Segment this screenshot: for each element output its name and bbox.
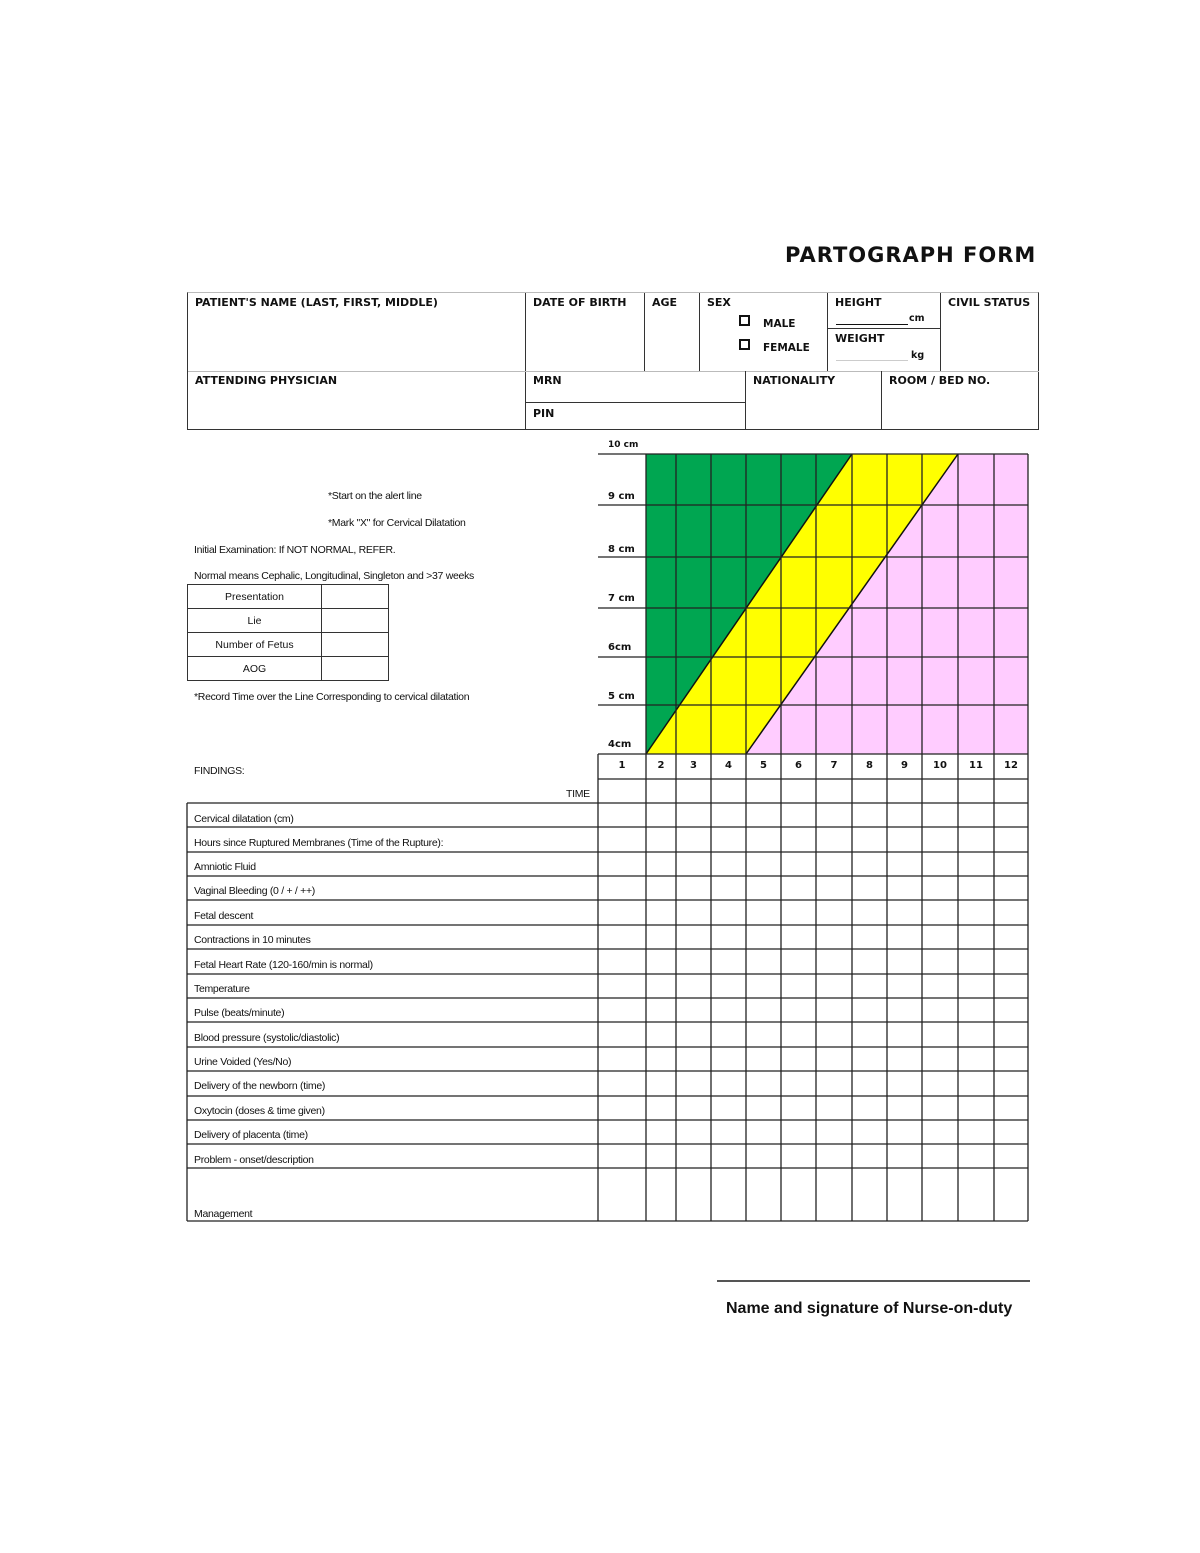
- height-unit: cm: [909, 313, 925, 324]
- exam-label-presentation: Presentation: [188, 585, 322, 609]
- age-label: AGE: [652, 296, 678, 309]
- finding-row-label: Fetal Heart Rate (120-160/min is normal): [194, 959, 373, 971]
- male-label: MALE: [763, 318, 796, 330]
- dilation-label-9: 9 cm: [608, 491, 635, 502]
- weight-unit: kg: [911, 350, 925, 361]
- finding-row-label: Management: [194, 1208, 253, 1220]
- time-col-5: 5: [760, 760, 767, 771]
- dob-label: DATE OF BIRTH: [533, 296, 627, 309]
- time-col-8: 8: [866, 760, 873, 771]
- time-col-10: 10: [933, 760, 947, 771]
- finding-row-label: Problem - onset/description: [194, 1154, 314, 1166]
- exam-label-fetus-count: Number of Fetus: [188, 633, 322, 657]
- signature-line[interactable]: [717, 1280, 1030, 1282]
- dilation-label-7: 7 cm: [608, 593, 635, 604]
- form-title: PARTOGRAPH FORM: [785, 243, 1037, 267]
- finding-row-label: Temperature: [194, 983, 250, 995]
- dilation-label-8: 8 cm: [608, 544, 635, 555]
- dilation-label-10: 10 cm: [608, 440, 639, 450]
- time-col-2: 2: [657, 760, 665, 771]
- time-col-6: 6: [795, 760, 802, 771]
- time-col-3: 3: [690, 760, 697, 771]
- findings-title: FINDINGS:: [194, 765, 245, 777]
- note-mark-x: *Mark "X" for Cervical Dilatation: [328, 517, 466, 529]
- civil-status-label: CIVIL STATUS: [948, 296, 1031, 309]
- finding-row-label: Cervical dilatation (cm): [194, 813, 294, 825]
- finding-row-label: Amniotic Fluid: [194, 861, 256, 873]
- time-col-4: 4: [725, 760, 732, 771]
- time-col-1: 1: [618, 760, 626, 771]
- nationality-label: NATIONALITY: [753, 374, 836, 387]
- room-bed-label: ROOM / BED NO.: [889, 374, 991, 387]
- time-col-12: 12: [1004, 760, 1018, 771]
- height-label: HEIGHT: [835, 296, 882, 309]
- note-normal-means: Normal means Cephalic, Longitudinal, Singleton and >37 weeks: [194, 570, 474, 582]
- finding-row-label: Delivery of the newborn (time): [194, 1080, 326, 1092]
- finding-row-label: Vaginal Bleeding (0 / + / ++): [194, 885, 315, 897]
- exam-label-lie: Lie: [188, 609, 322, 633]
- female-label: FEMALE: [763, 342, 810, 354]
- dilation-label-4: 4cm: [608, 739, 632, 750]
- mrn-label: MRN: [533, 374, 562, 387]
- patient-name-label: PATIENT'S NAME (LAST, FIRST, MIDDLE): [195, 296, 438, 309]
- weight-label: WEIGHT: [835, 332, 885, 345]
- time-label: TIME: [566, 788, 590, 800]
- finding-row-label: Contractions in 10 minutes: [194, 934, 311, 946]
- finding-row-label: Oxytocin (doses & time given): [194, 1105, 325, 1117]
- note-alert-line: *Start on the alert line: [328, 490, 422, 502]
- finding-row-label: Urine Voided (Yes/No): [194, 1056, 292, 1068]
- finding-row-label: Blood pressure (systolic/diastolic): [194, 1032, 340, 1044]
- dilation-label-5: 5 cm: [608, 691, 635, 702]
- signature-label: Name and signature of Nurse-on-duty: [726, 1300, 1013, 1317]
- sex-label: SEX: [707, 296, 731, 309]
- note-initial-exam: Initial Examination: If NOT NORMAL, REFER.: [194, 544, 396, 556]
- time-col-11: 11: [969, 760, 983, 771]
- finding-row-label: Pulse (beats/minute): [194, 1007, 285, 1019]
- finding-row-label: Delivery of placenta (time): [194, 1129, 308, 1141]
- finding-row-label: Fetal descent: [194, 910, 254, 922]
- pin-label: PIN: [533, 407, 555, 420]
- time-col-9: 9: [901, 760, 908, 771]
- physician-label: ATTENDING PHYSICIAN: [195, 374, 338, 387]
- time-col-7: 7: [830, 760, 838, 771]
- exam-label-aog: AOG: [188, 657, 322, 681]
- finding-row-label: Hours since Ruptured Membranes (Time of the Rupture):: [194, 837, 444, 849]
- dilation-label-6: 6cm: [608, 642, 632, 653]
- note-record-time: *Record Time over the Line Corresponding to cervical dilatation: [194, 691, 470, 703]
